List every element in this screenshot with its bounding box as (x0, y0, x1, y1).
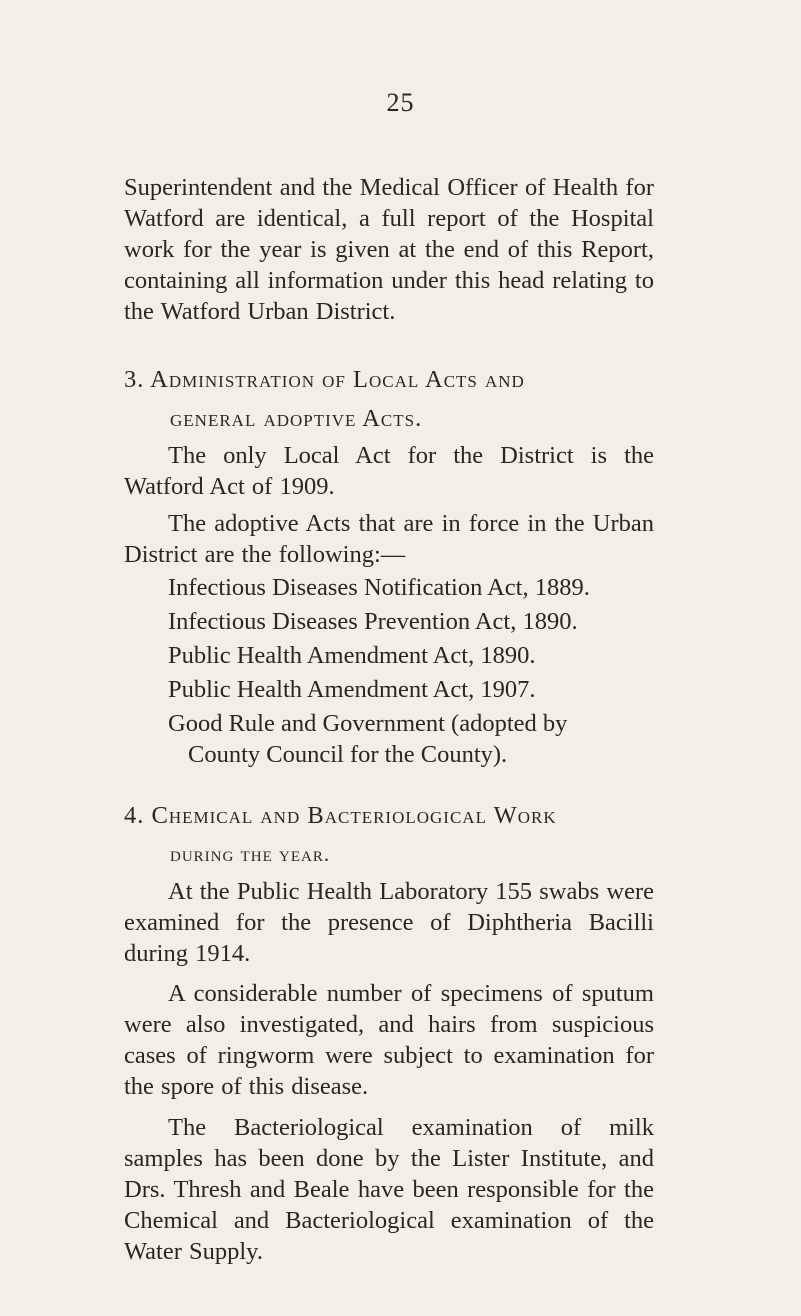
section-4-paragraph-2 (124, 978, 654, 1102)
section-3-para2-text: The adoptive Acts that are in force in the Urban District are the following:— (124, 510, 654, 568)
section-3-title-line2: general adoptive Acts. (170, 405, 423, 432)
act-item: Public Health Amendment Act, 1890. (168, 642, 536, 669)
act-item: Infectious Diseases Prevention Act, 1890. (168, 608, 578, 635)
act-item-good-rule-line2: County Council for the County). (188, 741, 508, 768)
adoptive-acts-list (168, 572, 658, 773)
section-4-heading (124, 800, 664, 870)
page-number: 25 (386, 88, 415, 117)
section-4-para2-text: A considerable number of specimens of sputum were also investigated, and hairs from suspicious cases of ringworm were subject to examination for the spore of this disease. (124, 980, 654, 1100)
section-4-paragraph-1 (124, 876, 654, 969)
intro-text: Superintendent and the Medical Officer of Health for Watford are identical, a full report of the Hospital work for the year is given at the end of this Report, containing all information under this head relating to the Watford Urban District. (124, 174, 654, 325)
section-3-paragraph-1 (124, 440, 654, 502)
section-3-title-line1: Administration of Local Acts and (150, 366, 525, 393)
act-item: Public Health Amendment Act, 1907. (168, 676, 536, 703)
section-4-title-line2: during the year. (170, 842, 331, 866)
section-4-para3-text: The Bacteriological examination of milk samples has been done by the Lister Institute, and Drs. Thresh and Beale have been responsible for the Chemical and Bacteriological examination of the Water Supply. (124, 1114, 654, 1265)
act-item-good-rule (168, 708, 658, 770)
section-4-number: 4. (124, 802, 145, 829)
section-3-number: 3. (124, 366, 145, 393)
section-3-heading (124, 364, 664, 434)
section-3-para1-text: The only Local Act for the District is the Watford Act of 1909. (124, 442, 654, 500)
act-item-good-rule-line1: Good Rule and Government (adopted by (168, 710, 568, 737)
section-4-para1-text: At the Public Health Laboratory 155 swabs were examined for the presence of Diphtheria Bacilli during 1914. (124, 878, 654, 967)
act-item: Infectious Diseases Notification Act, 1889. (168, 574, 590, 601)
section-4-title-line1: Chemical and Bacteriological Work (151, 802, 557, 829)
intro-paragraph (124, 172, 654, 327)
section-3-paragraph-2 (124, 508, 654, 570)
section-4-paragraph-3 (124, 1112, 654, 1267)
